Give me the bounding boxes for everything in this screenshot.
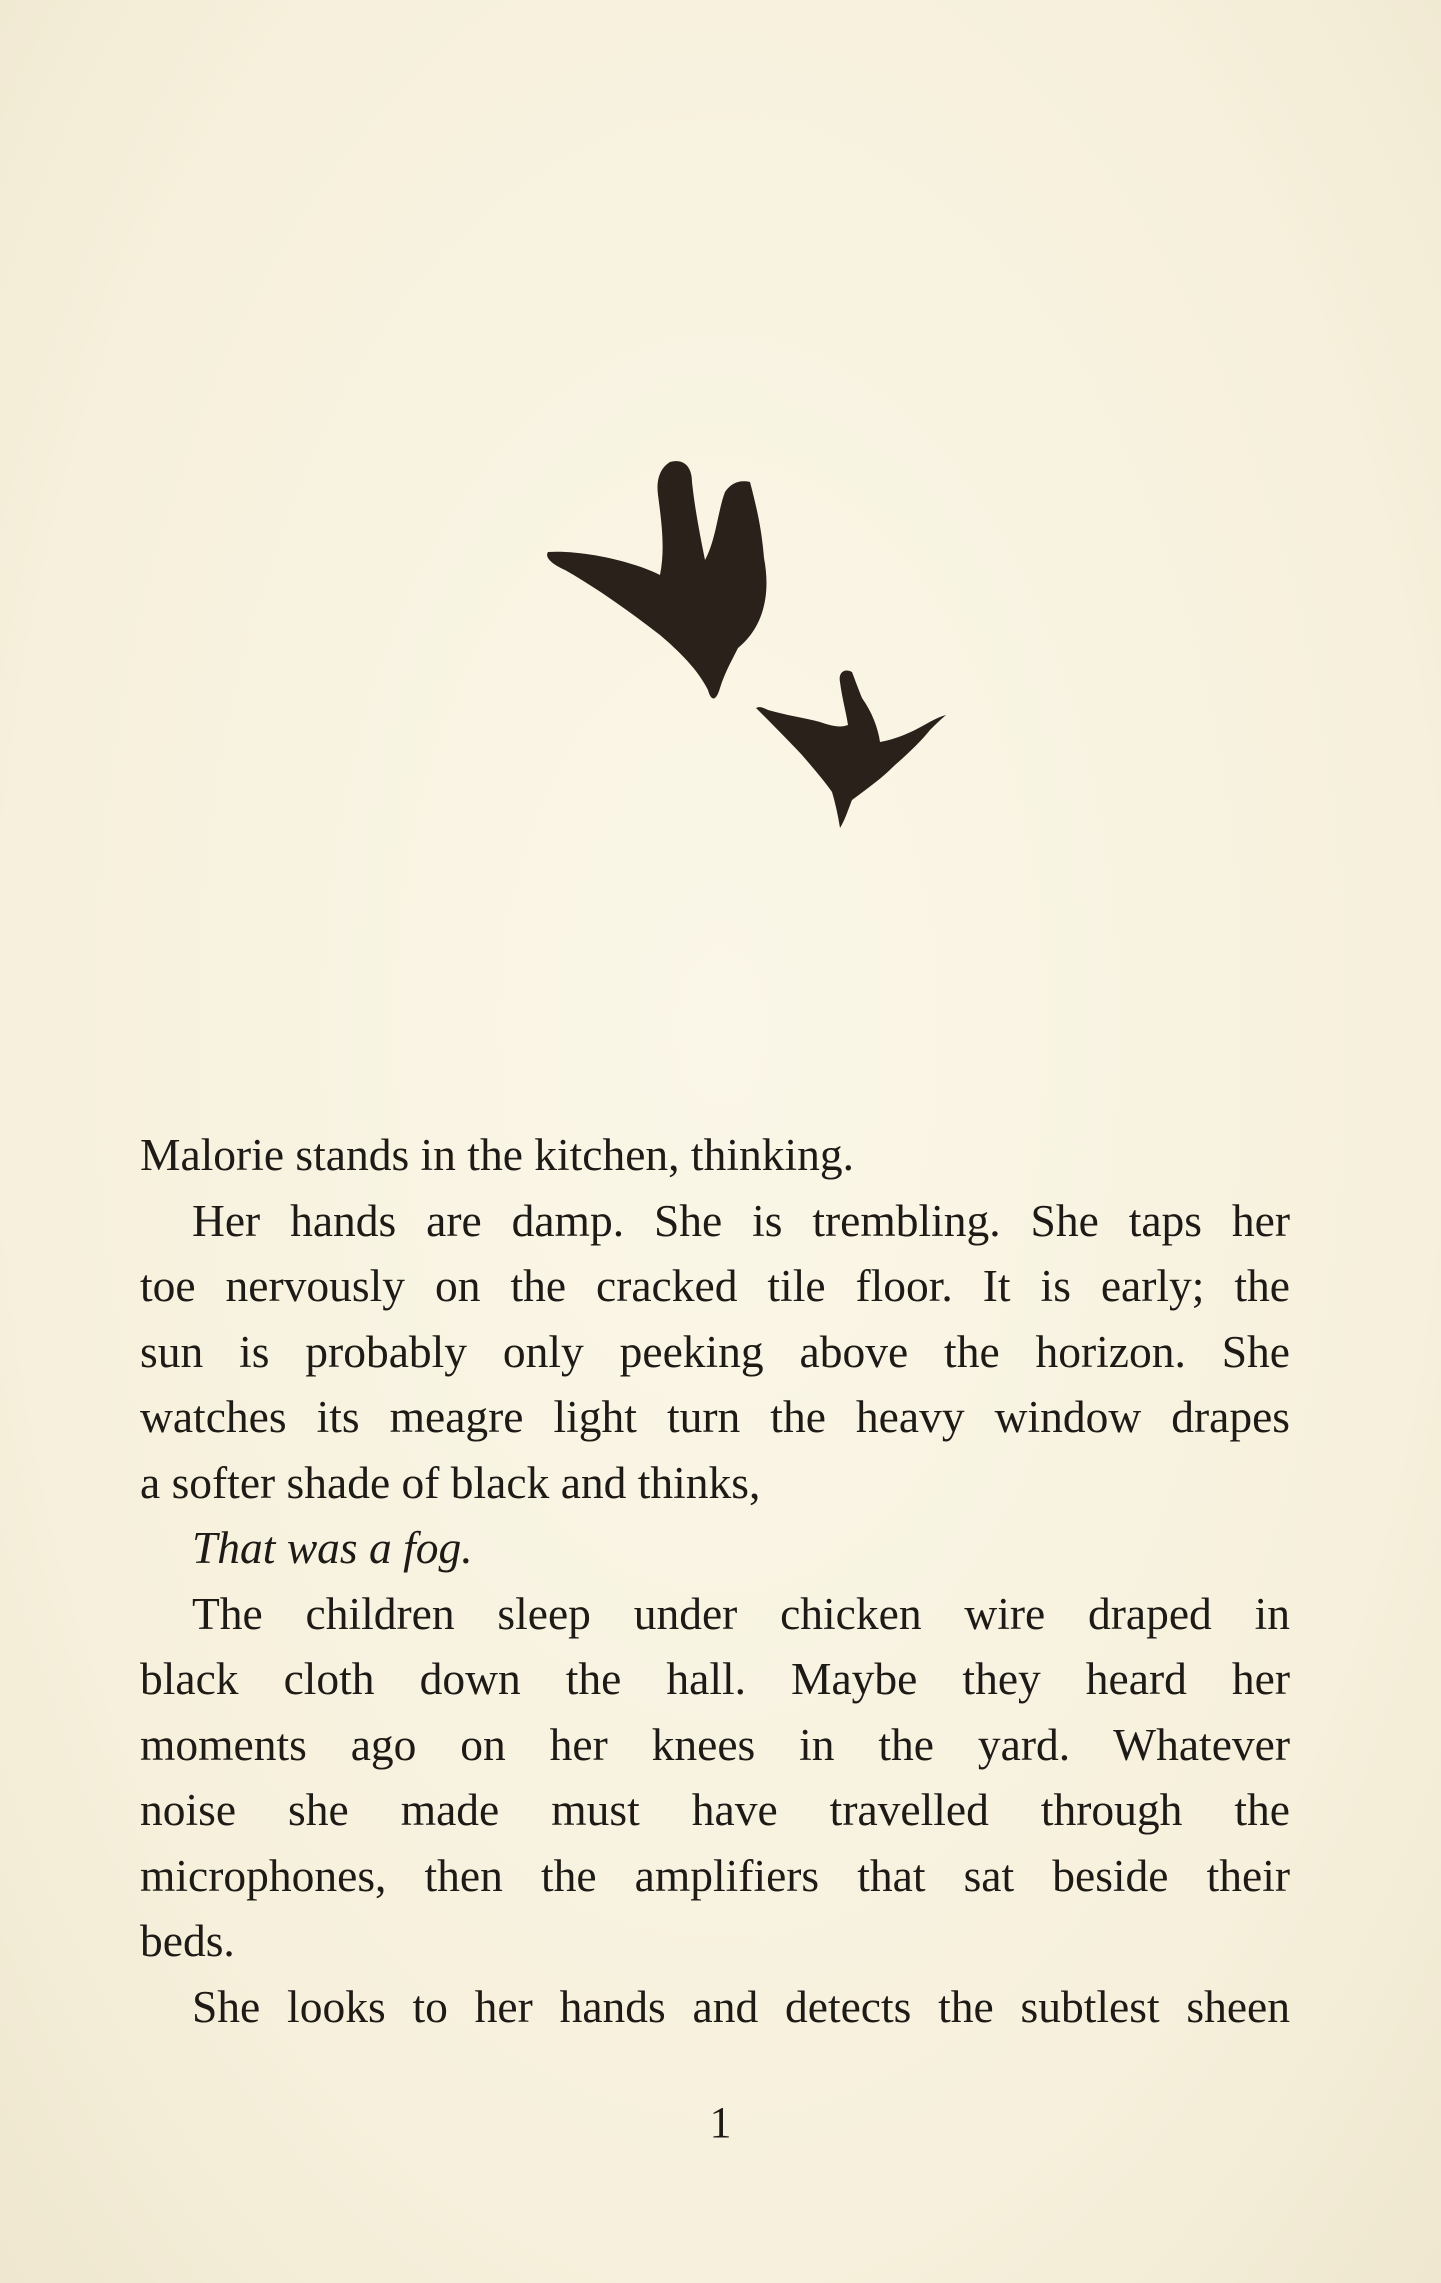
text-line: Her hands are damp. She is trembling. She taps her (192, 1194, 1290, 1246)
text-line: a softer shade of black and thinks, (140, 1456, 761, 1508)
text-line: The children sleep under chicken wire draped in (192, 1587, 1290, 1639)
text-line: sun is probably only peeking above the horizon. She (140, 1325, 1290, 1377)
text-line: black cloth down the hall. Maybe they heard her (140, 1653, 1290, 1704)
text-line: toe nervously on the cracked tile floor. It is early; the (140, 1260, 1290, 1311)
chapter-text (140, 1122, 1290, 2039)
upper-bird-shape (547, 461, 766, 698)
text-line: Malorie stands in the kitchen, thinking. (140, 1129, 854, 1180)
lower-bird-shape (756, 670, 946, 828)
text-line: noise she made must have travelled through the (140, 1784, 1290, 1835)
text-line: microphones, then the amplifiers that sat beside their (140, 1849, 1290, 1901)
page-number: 1 (709, 2098, 732, 2147)
text-line: watches its meagre light turn the heavy window drapes (140, 1391, 1290, 1442)
text-line: She looks to her hands and detects the subtlest sheen (192, 1980, 1290, 2032)
text-line-italic: That was a fog. (192, 1522, 473, 1573)
text-line: moments ago on her knees in the yard. Whatever (140, 1718, 1290, 1770)
text-line: beds. (140, 1915, 235, 1966)
flying-birds-icon (520, 440, 970, 840)
